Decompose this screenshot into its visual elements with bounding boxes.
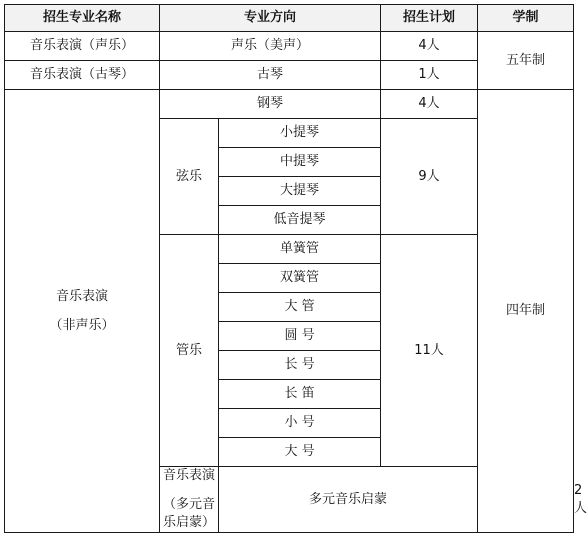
group-cell-winds: 管乐 — [160, 235, 219, 467]
group-cell-strings: 弦乐 — [160, 119, 219, 235]
plan-cell: 4人 — [381, 32, 478, 61]
table-row: 音乐表演 （多元音乐启蒙） 多元音乐启蒙 2人 — [5, 467, 574, 533]
major-name-line: （非声乐） — [49, 317, 115, 333]
plan-cell: 11人 — [381, 235, 478, 467]
major-name-cell-nonvocal — [5, 90, 160, 533]
direction-cell: 古琴 — [160, 61, 381, 90]
instrument-cell: 大提琴 — [219, 177, 381, 206]
instrument-cell: 单簧管 — [219, 235, 381, 264]
instrument-cell: 双簧管 — [219, 264, 381, 293]
header-major-name: 招生专业名称 — [5, 5, 160, 32]
instrument-cell: 小提琴 — [219, 119, 381, 148]
header-duration: 学制 — [478, 5, 574, 32]
instrument-cell: 长 号 — [219, 351, 381, 380]
duration-cell-five-year: 五年制 — [478, 32, 574, 90]
header-direction: 专业方向 — [160, 5, 381, 32]
plan-cell: 9人 — [381, 119, 478, 235]
direction-cell: 多元音乐启蒙 — [219, 467, 478, 533]
major-name-line: 音乐表演 — [162, 468, 215, 483]
plan-cell: 1人 — [381, 61, 478, 90]
table-header-row — [5, 5, 574, 32]
instrument-cell: 大 管 — [219, 293, 381, 322]
direction-cell: 钢琴 — [160, 90, 381, 119]
major-name-line: 音乐表演 — [55, 288, 108, 304]
table-row — [5, 32, 574, 61]
header-plan: 招生计划 — [381, 5, 478, 32]
instrument-cell: 大 号 — [219, 438, 381, 467]
major-name-line: （多元音乐启蒙） — [162, 497, 215, 530]
table-row — [5, 90, 574, 119]
instrument-cell: 长 笛 — [219, 380, 381, 409]
duration-cell-four-year: 四年制 — [478, 90, 574, 533]
instrument-cell: 圆 号 — [219, 322, 381, 351]
major-name-cell: 音乐表演（声乐） — [5, 32, 160, 61]
direction-cell: 声乐（美声） — [160, 32, 381, 61]
plan-cell: 4人 — [381, 90, 478, 119]
instrument-cell: 小 号 — [219, 409, 381, 438]
major-name-cell-diverse — [160, 467, 219, 533]
major-name-cell: 音乐表演（古琴） — [5, 61, 160, 90]
instrument-cell: 中提琴 — [219, 148, 381, 177]
enrollment-table — [4, 4, 587, 533]
instrument-cell: 低音提琴 — [219, 206, 381, 235]
